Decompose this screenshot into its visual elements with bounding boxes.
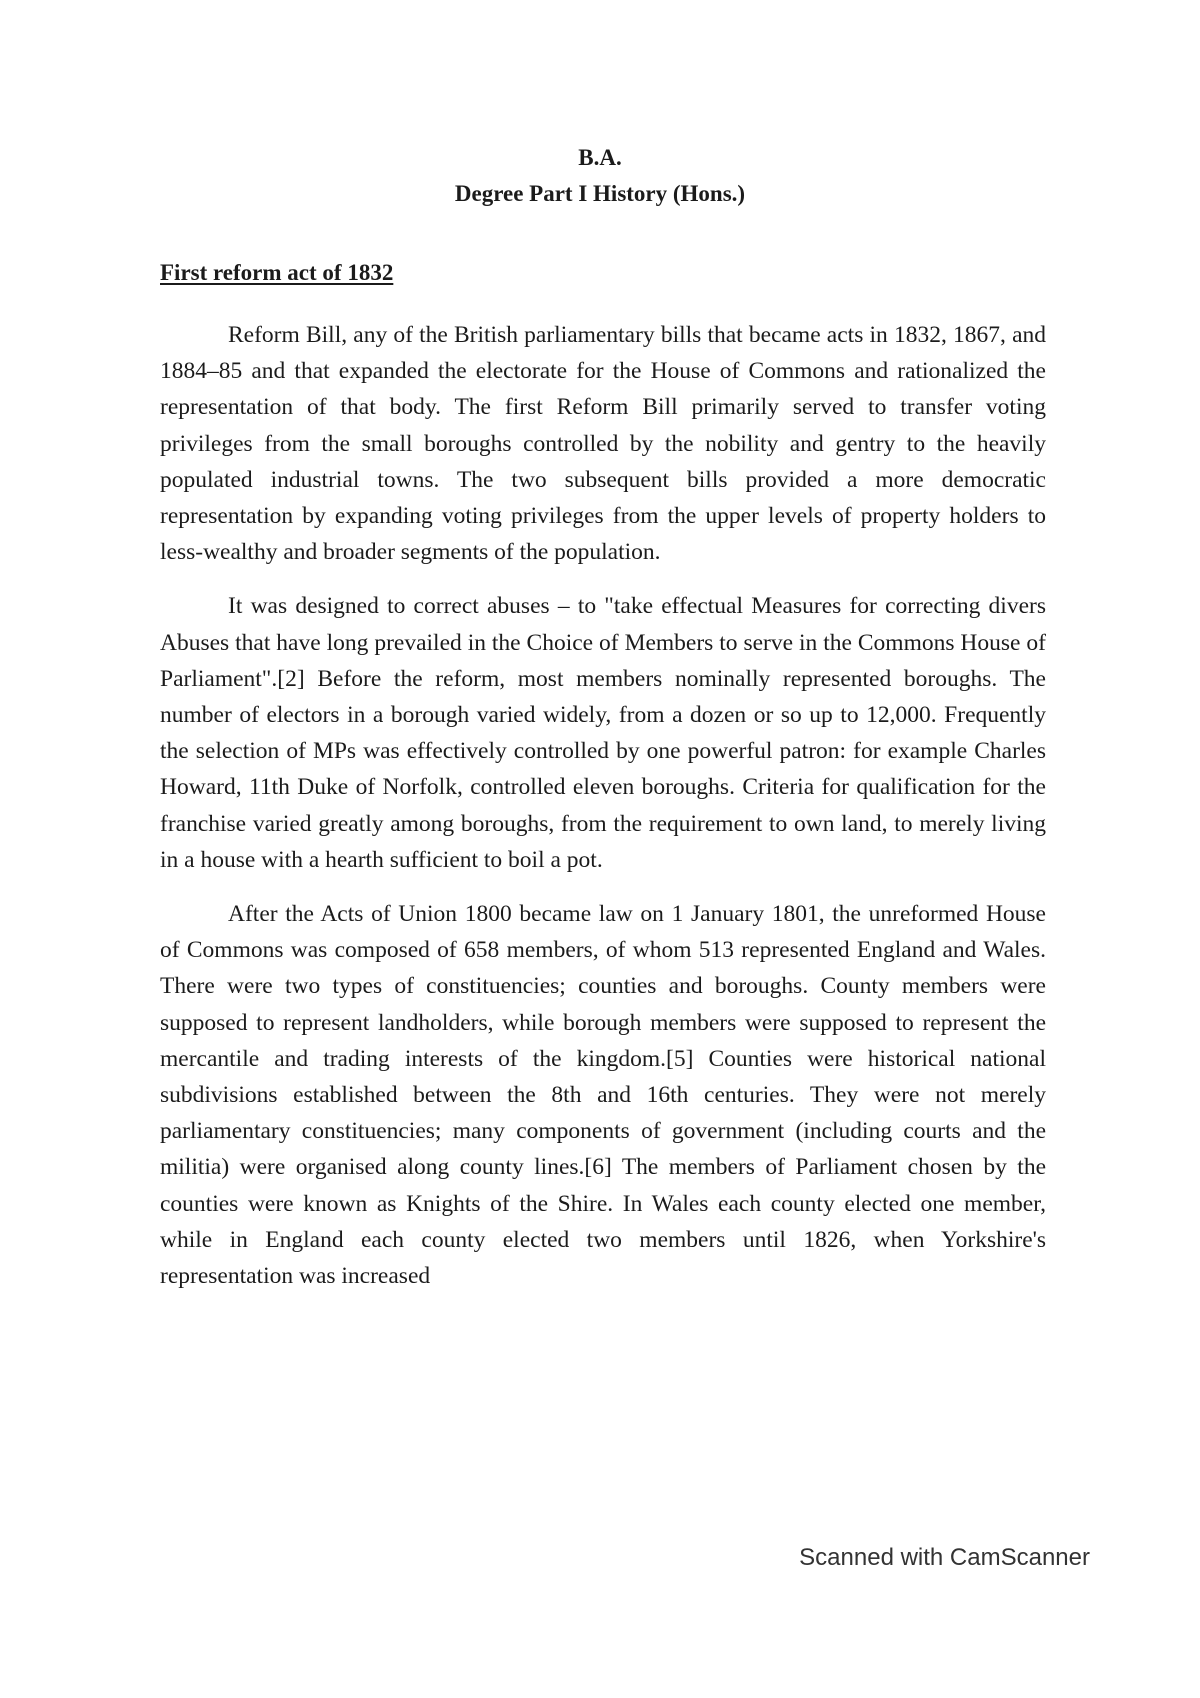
paragraph-2: It was designed to correct abuses – to "take effectual Measures for correcting divers Abuses that have long prevailed in the Choice of Members to serve in the Commons House of Parliament".[2] Before the reform, most members nominally represented boroughs. The number of electors in a borough varied widely, from a dozen or so up to 12,000. Frequently the selection of MPs was effectively controlled by one powerful patron: for example Charles Howard, 11th Duke of Norfolk, controlled eleven boroughs. Criteria for qualification for the franchise varied greatly among boroughs, from the requirement to own land, to merely living in a house with a hearth sufficient to boil a pot. bbox=[160, 593, 1046, 873]
scanner-watermark: Scanned with CamScanner bbox=[799, 1544, 1090, 1571]
paragraph-1: Reform Bill, any of the British parliamentary bills that became acts in 1832, 1867, and 1884–85 and that expanded the electorate for the House of Commons and rationalized the representation of that body. The first Reform Bill primarily served to transfer voting privileges from the small boroughs controlled by the nobility and gentry to the heavily populated industrial towns. The two subsequent bills provided a more democratic representation by expanding voting privileges from the upper levels of property holders to less-wealthy and broader segments of the population. bbox=[160, 322, 1046, 566]
header-course-title: Degree Part I History (Hons.) bbox=[454, 181, 746, 206]
paragraph-3: After the Acts of Union 1800 became law on 1 January 1801, the unreformed House of Commons was composed of 658 members, of whom 513 represented England and Wales. There were two types of constituencies; counties and boroughs. County members were supposed to represent landholders, while borough members were supposed to represent the mercantile and trading interests of the kingdom.[5] Counties were historical national subdivisions established between the 8th and 16th centuries. They were not merely parliamentary constituencies; many components of government (including courts and the militia) were organised along county lines.[6] The members of Parliament chosen by the counties were known as Knights of the Shire. In Wales each county elected one member, while in England each county elected two members until 1826, when Yorkshire's representation was increased bbox=[160, 901, 1046, 1290]
header-degree-abbrev: B.A. bbox=[578, 145, 622, 170]
section-heading: First reform act of 1832 bbox=[160, 260, 394, 285]
body-text bbox=[160, 317, 1046, 1312]
document-header bbox=[0, 140, 1200, 212]
